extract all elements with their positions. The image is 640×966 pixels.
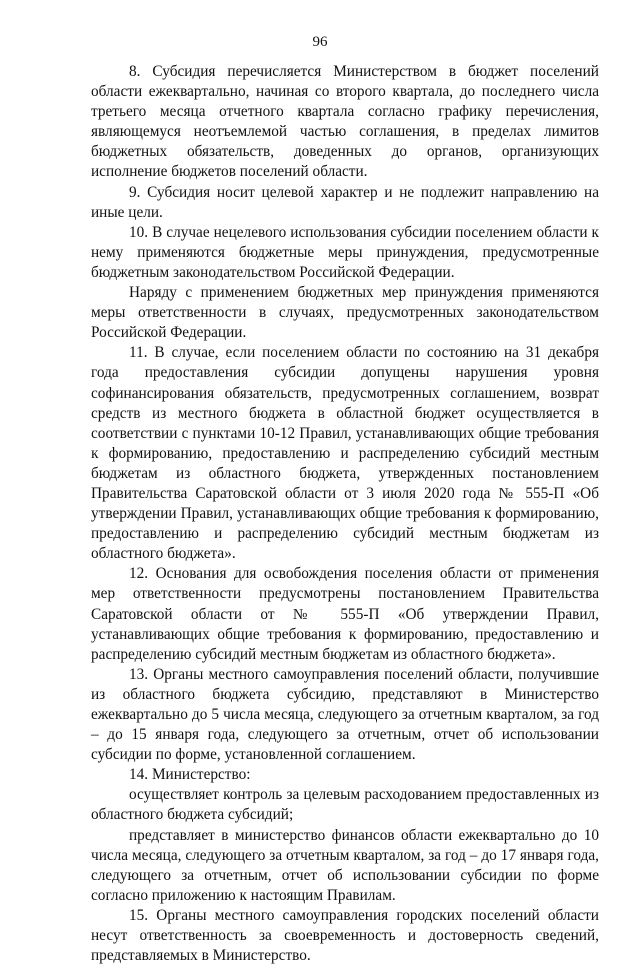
- paragraph-14: 14. Министерство:: [129, 766, 251, 784]
- document-body: [91, 62, 599, 966]
- paragraph-8: 8. Субсидия перечисляется Министерством в бюджет поселений области ежеквартально, начиная со второго квартала, до последнего числа третьего месяца отчетного квартала согласно графику перечисления, являющемуся неотъемлемой частью соглашения, в пределах лимитов бюджетных обязательств, доведенных до органов, организующих исполнение бюджетов поселений области.: [91, 63, 599, 181]
- page-number: 96: [312, 34, 328, 50]
- paragraph-15: 15. Органы местного самоуправления городских поселений области несут ответственность за своевременность и достоверность сведений, представляемых в Министерство.: [91, 906, 599, 965]
- paragraph-14-item-2: представляет в министерство финансов области ежеквартально до 10 числа месяца, следующего за отчетным кварталом, за год – до 17 января года, следующего за отчетным, отчет об использовании субсидии по форме согласно приложению к настоящим Правилам.: [91, 826, 599, 904]
- paragraph-13: 13. Органы местного самоуправления поселений области, получившие из областного бюджета субсидию, представляют в Министерство ежеквартально до 5 числа месяца, следующего за отчетным кварталом, за год – до 15 января года, следующего за отчетным, отчет об использовании субсидии по форме, установленной соглашением.: [91, 665, 599, 764]
- paragraph-14-item-1: осуществляет контроль за целевым расходованием предоставленных из областного бюджета субсидий;: [91, 786, 599, 824]
- paragraph-10: 10. В случае нецелевого использования субсидии поселением области к нему применяются бюджетные меры принуждения, предусмотренные бюджетным законодательством Российской Федерации.: [91, 223, 599, 281]
- paragraph-11: 11. В случае, если поселением области по состоянию на 31 декабря года предоставления субсидии допущены нарушения уровня софинансирования обязательств, предусмотренных соглашением, возврат средств из местного бюджета в областной бюджет осуществляется в соответствии с пунктами 10-12 Правил, устанавливающих общие требования к формированию, предоставлению и распределению субсидий местным бюджетам из областного бюджета, утвержденных постановлением Правительства Саратовской области от 3 июля 2020 года № 555-П «Об утверждении Правил, устанавливающих общие требования к формированию, предоставлению и распределению субсидий местным бюджетам из областного бюджета».: [91, 344, 599, 563]
- paragraph-9: 9. Субсидия носит целевой характер и не подлежит направлению на иные цели.: [91, 183, 599, 221]
- paragraph-12: 12. Основания для освобождения поселения области от применения мер ответственности предусмотрены постановлением Правительства Саратовской области от № 555-П «Об утверждении Правил, устанавливающих общие требования к формированию, предоставлению и распределению субсидий местным бюджетам из областного бюджета».: [91, 565, 599, 663]
- paragraph-10-continuation: Наряду с применением бюджетных мер принуждения применяются меры ответственности в случаях, предусмотренных законодательством Российской Федерации.: [91, 284, 599, 342]
